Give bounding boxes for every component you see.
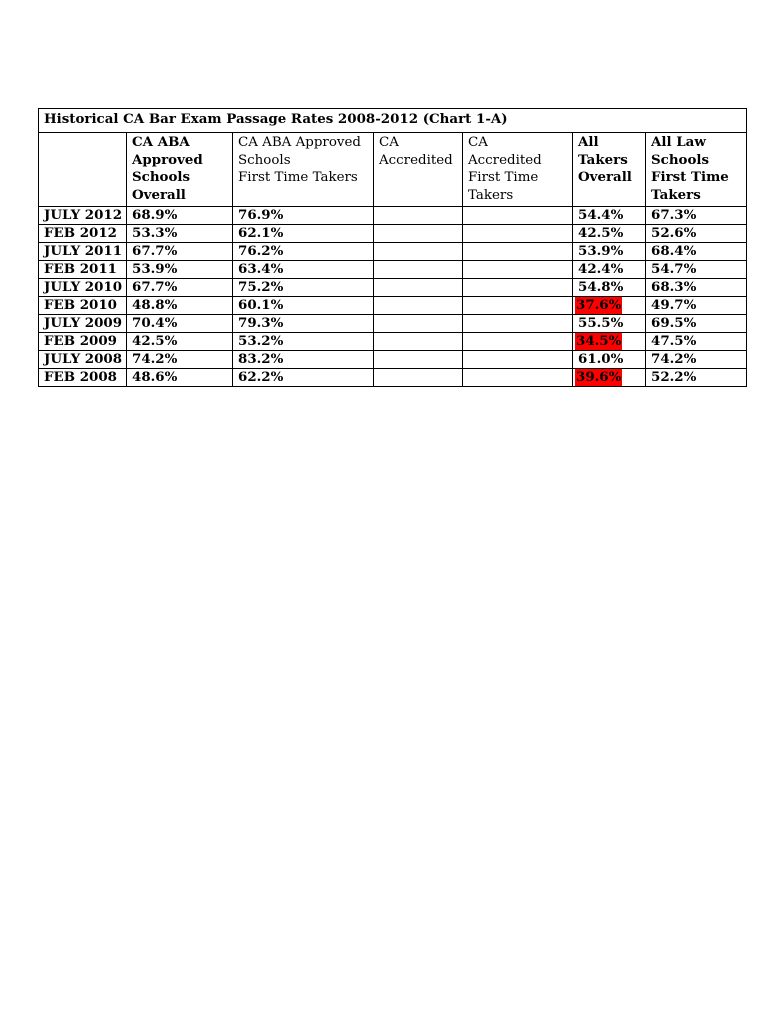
header-line: Takers [468, 187, 514, 203]
header-line: First Time [651, 169, 729, 185]
cell-accredited [374, 225, 463, 243]
cell-aba-first-time: 62.1% [233, 225, 374, 243]
header-ca-accredited [374, 133, 463, 207]
passage-rates-chart [38, 108, 746, 387]
header-line: Takers [651, 186, 701, 203]
header-line: CA ABA [132, 134, 190, 150]
header-line: First Time Takers [238, 170, 358, 185]
cell-aba-first-time: 76.2% [233, 243, 374, 261]
cell-accredited [374, 261, 463, 279]
header-line: Accredited [468, 152, 542, 168]
header-line: Overall [132, 186, 186, 203]
cell-all-first-time: 52.6% [646, 225, 747, 243]
header-all-law-schools-first-time [646, 133, 747, 207]
table-row [39, 225, 747, 243]
cell-accredited-first-time [463, 243, 573, 261]
table-row [39, 333, 747, 351]
cell-accredited-first-time [463, 261, 573, 279]
header-line: Approved [132, 151, 203, 168]
header-line: Schools [651, 151, 710, 168]
cell-all-takers-overall: 42.4% [573, 261, 646, 279]
table-row [39, 243, 747, 261]
cell-all-first-time: 47.5% [646, 333, 747, 351]
row-period: JULY 2011 [39, 243, 127, 261]
cell-all-first-time: 68.3% [646, 279, 747, 297]
header-line: Accredited [379, 152, 453, 168]
header-line: Schools [132, 169, 191, 185]
cell-all-takers-overall [573, 297, 646, 315]
cell-all-takers-overall: 53.9% [573, 243, 646, 261]
cell-accredited [374, 279, 463, 297]
cell-aba-first-time: 79.3% [233, 315, 374, 333]
header-line: CA [379, 135, 399, 150]
highlighted-value: 34.5% [576, 333, 622, 349]
header-line: Takers [578, 151, 628, 168]
cell-all-takers-overall [573, 333, 646, 351]
cell-all-takers-overall: 55.5% [573, 315, 646, 333]
cell-accredited-first-time [463, 333, 573, 351]
header-line: First Time [468, 170, 539, 185]
cell-accredited [374, 207, 463, 225]
row-period: JULY 2009 [39, 315, 127, 333]
cell-aba-overall: 70.4% [127, 315, 233, 333]
cell-aba-first-time: 60.1% [233, 297, 374, 315]
cell-aba-overall: 74.2% [127, 351, 233, 369]
table-row [39, 297, 747, 315]
cell-aba-overall: 67.7% [127, 279, 233, 297]
table-row [39, 261, 747, 279]
table-title: Historical CA Bar Exam Passage Rates 2008-2012 (Chart 1-A) [39, 109, 747, 133]
cell-all-first-time: 68.4% [646, 243, 747, 261]
cell-accredited-first-time [463, 369, 573, 387]
row-period: FEB 2009 [39, 333, 127, 351]
header-all-takers-overall [573, 133, 646, 207]
passage-rates-table [38, 108, 747, 387]
cell-aba-first-time: 63.4% [233, 261, 374, 279]
cell-accredited-first-time [463, 225, 573, 243]
cell-all-first-time: 69.5% [646, 315, 747, 333]
header-period [39, 133, 127, 207]
table-body [39, 207, 747, 387]
header-ca-aba-approved-first-time [233, 133, 374, 207]
table-row [39, 369, 747, 387]
cell-aba-overall: 48.8% [127, 297, 233, 315]
header-line: Schools [238, 152, 291, 168]
header-row [39, 133, 747, 207]
cell-all-first-time: 74.2% [646, 351, 747, 369]
header-ca-aba-approved-overall [127, 133, 233, 207]
cell-aba-overall: 48.6% [127, 369, 233, 387]
cell-accredited [374, 243, 463, 261]
cell-all-takers-overall: 54.8% [573, 279, 646, 297]
cell-aba-first-time: 53.2% [233, 333, 374, 351]
cell-aba-overall: 53.3% [127, 225, 233, 243]
cell-accredited-first-time [463, 315, 573, 333]
cell-aba-overall: 68.9% [127, 207, 233, 225]
header-line: CA ABA Approved [238, 135, 361, 150]
cell-all-takers-overall [573, 369, 646, 387]
row-period: FEB 2008 [39, 369, 127, 387]
cell-all-first-time: 49.7% [646, 297, 747, 315]
cell-accredited-first-time [463, 351, 573, 369]
row-period: FEB 2011 [39, 261, 127, 279]
cell-all-first-time: 67.3% [646, 207, 747, 225]
header-line: CA [468, 135, 488, 150]
table-row [39, 207, 747, 225]
cell-accredited [374, 297, 463, 315]
table-row [39, 315, 747, 333]
cell-aba-overall: 42.5% [127, 333, 233, 351]
title-row [39, 109, 747, 133]
cell-all-takers-overall: 54.4% [573, 207, 646, 225]
highlighted-value: 37.6% [576, 297, 622, 313]
row-period: JULY 2012 [39, 207, 127, 225]
cell-accredited [374, 333, 463, 351]
row-period: JULY 2008 [39, 351, 127, 369]
cell-aba-first-time: 76.9% [233, 207, 374, 225]
cell-all-first-time: 52.2% [646, 369, 747, 387]
row-period: FEB 2010 [39, 297, 127, 315]
cell-accredited-first-time [463, 279, 573, 297]
highlighted-value: 39.6% [576, 369, 622, 385]
cell-aba-first-time: 75.2% [233, 279, 374, 297]
row-period: JULY 2010 [39, 279, 127, 297]
cell-accredited [374, 351, 463, 369]
header-ca-accredited-first-time [463, 133, 573, 207]
cell-aba-first-time: 62.2% [233, 369, 374, 387]
cell-all-takers-overall: 61.0% [573, 351, 646, 369]
header-line: All [578, 134, 599, 150]
cell-accredited-first-time [463, 297, 573, 315]
cell-accredited [374, 369, 463, 387]
cell-accredited [374, 315, 463, 333]
cell-all-takers-overall: 42.5% [573, 225, 646, 243]
header-line: All Law [651, 134, 706, 150]
cell-aba-overall: 53.9% [127, 261, 233, 279]
row-period: FEB 2012 [39, 225, 127, 243]
cell-aba-first-time: 83.2% [233, 351, 374, 369]
table-row [39, 279, 747, 297]
cell-accredited-first-time [463, 207, 573, 225]
cell-all-first-time: 54.7% [646, 261, 747, 279]
header-line: Overall [578, 169, 632, 185]
cell-aba-overall: 67.7% [127, 243, 233, 261]
table-row [39, 351, 747, 369]
